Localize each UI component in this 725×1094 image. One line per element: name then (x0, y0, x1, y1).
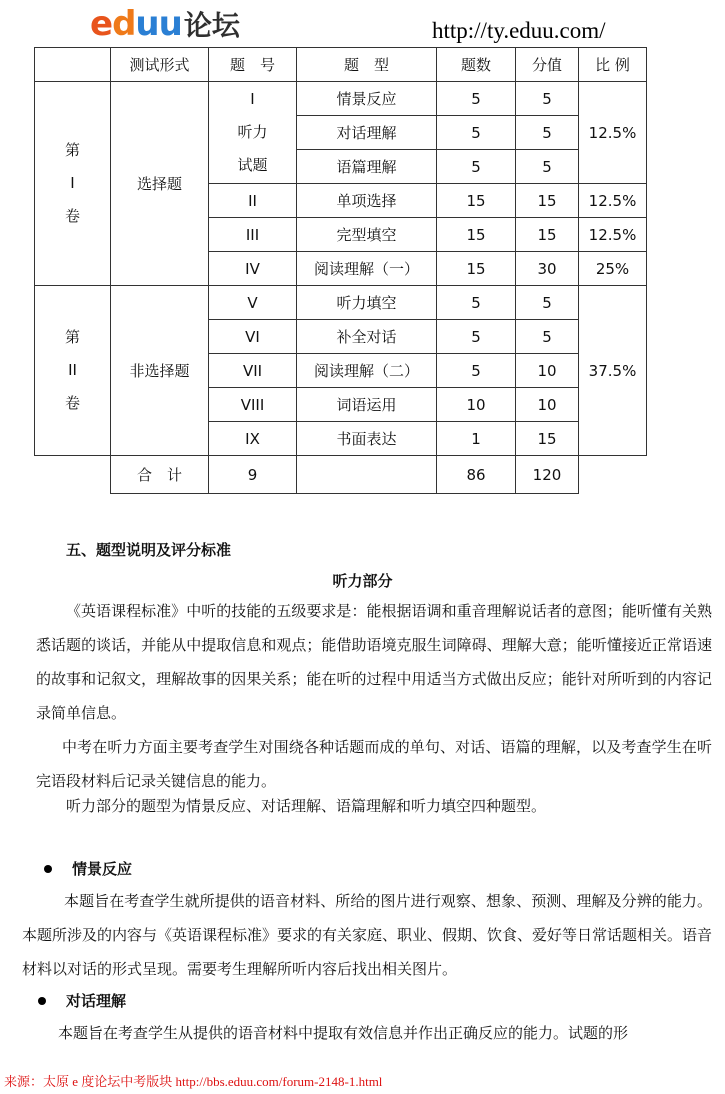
question-type-cell: 对话理解 (297, 116, 437, 150)
score-cell: 5 (516, 116, 579, 150)
bullet-icon (38, 997, 46, 1005)
paragraph: 本题旨在考查学生从提供的语音材料中提取有效信息并作出正确反应的能力。试题的形 (58, 1024, 629, 1042)
question-number-cell: VI (209, 320, 297, 354)
bullet-label: 对话理解 (66, 992, 127, 1010)
paragraph: 本题旨在考查学生就所提供的语音材料、所给的图片进行观察、想象、预测、理解及分辨的能力。本题所涉及的内容与《英语课程标准》要求的有关家庭、职业、假期、饮食、爱好等日常话题相关。语音材料以对话的形式呈现。需要考生理解所听内容后找出相关图片。 (22, 892, 713, 978)
question-number-cell: II (209, 184, 297, 218)
paragraph: 听力部分的题型为情景反应、对话理解、语篇理解和听力填空四种题型。 (66, 797, 547, 815)
source-footer[interactable]: 来源：太原 e 度论坛中考版块 http://bbs.eduu.com/forum-2148-1.html (4, 1074, 383, 1089)
question-type-cell: 补全对话 (297, 320, 437, 354)
score-cell: 5 (516, 150, 579, 184)
question-type-cell: 听力填空 (297, 286, 437, 320)
total-number-cell: 9 (209, 456, 297, 494)
table-header-cell: 题数 (437, 48, 516, 82)
question-count-cell: 15 (437, 218, 516, 252)
score-cell: 10 (516, 354, 579, 388)
question-count-cell: 10 (437, 388, 516, 422)
question-type-cell: 词语运用 (297, 388, 437, 422)
score-cell: 15 (516, 422, 579, 456)
section-title: 五、题型说明及评分标准 (66, 541, 232, 559)
score-cell: 5 (516, 286, 579, 320)
question-count-cell: 5 (437, 286, 516, 320)
question-count-cell: 5 (437, 150, 516, 184)
total-score-cell: 120 (516, 456, 579, 494)
logo-brand-text: eduu (90, 4, 182, 44)
paper-label-cell: 第 II 卷 (35, 286, 111, 456)
table-header-cell: 题 型 (297, 48, 437, 82)
question-count-cell: 15 (437, 252, 516, 286)
question-type-cell: 阅读理解（一） (297, 252, 437, 286)
question-number-cell: IX (209, 422, 297, 456)
logo-forum-text: 论坛 (183, 9, 240, 42)
bullet-icon (44, 865, 52, 873)
table-row (35, 82, 647, 116)
empty-cell (35, 456, 111, 494)
question-type-cell: 单项选择 (297, 184, 437, 218)
ratio-cell: 12.5% (579, 218, 647, 252)
table-header-cell: 比 例 (579, 48, 647, 82)
paragraph: 《英语课程标准》中听的技能的五级要求是：能根据语调和重音理解说话者的意图；能听懂有关熟悉话题的谈话，并能从中提取信息和观点；能借助语境克服生词障碍、理解大意；能听懂接近正常语速的故事和记叙文，理解故事的因果关系；能在听的过程中用适当方式做出反应；能针对所听到的内容记录简单信息。 (36, 602, 712, 722)
table-total-row (35, 456, 647, 494)
test-form-cell: 选择题 (111, 82, 209, 286)
question-count-cell: 5 (437, 116, 516, 150)
table-header-row (35, 48, 647, 82)
question-type-cell: 情景反应 (297, 82, 437, 116)
table-header-cell: 测试形式 (111, 48, 209, 82)
bullet-heading (38, 990, 126, 1011)
empty-cell (579, 456, 647, 494)
table-header-cell: 分值 (516, 48, 579, 82)
subsection-title: 听力部分 (332, 572, 393, 590)
question-number-cell: V (209, 286, 297, 320)
question-type-cell: 语篇理解 (297, 150, 437, 184)
bullet-heading (44, 858, 132, 879)
eduu-logo[interactable] (90, 6, 240, 42)
test-form-cell: 非选择题 (111, 286, 209, 456)
total-count-cell: 86 (437, 456, 516, 494)
exam-structure-table (34, 47, 647, 494)
question-count-cell: 15 (437, 184, 516, 218)
question-count-cell: 5 (437, 320, 516, 354)
ratio-cell: 25% (579, 252, 647, 286)
bullet-label: 情景反应 (72, 860, 133, 878)
score-cell: 10 (516, 388, 579, 422)
question-type-cell: 阅读理解（二） (297, 354, 437, 388)
site-url-link[interactable]: http://ty.eduu.com/ (432, 18, 606, 43)
table-header-cell: 题 号 (209, 48, 297, 82)
question-count-cell: 5 (437, 354, 516, 388)
score-cell: 15 (516, 184, 579, 218)
empty-cell (297, 456, 437, 494)
table-row (35, 286, 647, 320)
paper-label-cell: 第 I 卷 (35, 82, 111, 286)
question-type-cell: 书面表达 (297, 422, 437, 456)
ratio-cell: 12.5% (579, 184, 647, 218)
ratio-cell: 37.5% (579, 286, 647, 456)
question-number-cell: III (209, 218, 297, 252)
score-cell: 5 (516, 320, 579, 354)
question-count-cell: 1 (437, 422, 516, 456)
question-number-cell: VIII (209, 388, 297, 422)
score-cell: 15 (516, 218, 579, 252)
question-type-cell: 完型填空 (297, 218, 437, 252)
question-number-cell: IV (209, 252, 297, 286)
question-number-cell: VII (209, 354, 297, 388)
ratio-cell: 12.5% (579, 82, 647, 184)
question-count-cell: 5 (437, 82, 516, 116)
paragraph: 中考在听力方面主要考查学生对围绕各种话题而成的单句、对话、语篇的理解，以及考查学生在听完语段材料后记录关键信息的能力。 (36, 738, 712, 790)
table-header-cell (35, 48, 111, 82)
score-cell: 30 (516, 252, 579, 286)
total-label-cell: 合 计 (111, 456, 209, 494)
question-number-cell: I 听力 试题 (209, 82, 297, 184)
score-cell: 5 (516, 82, 579, 116)
